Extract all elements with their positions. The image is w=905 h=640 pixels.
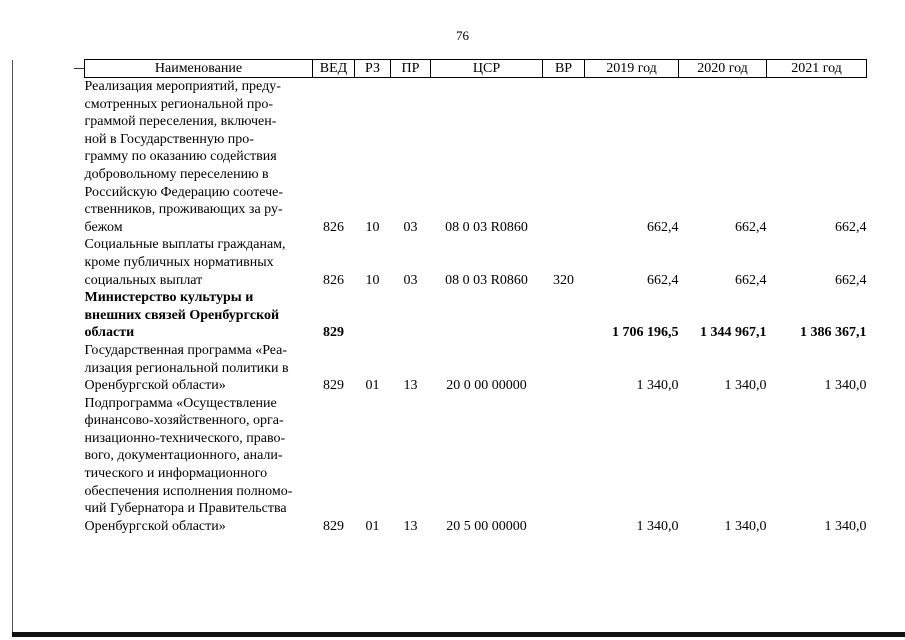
header-rz: РЗ (355, 60, 391, 78)
cell-pr (391, 289, 431, 342)
name-line: вого, документационного, анали- (84, 448, 283, 464)
cell-rz: 10 (365, 272, 380, 288)
name-line: добровольному переселению в (84, 166, 269, 182)
cell-name (85, 289, 313, 342)
cell-rz: 10 (365, 219, 380, 235)
table-row (85, 395, 867, 536)
cell-pr: 13 (403, 378, 418, 394)
cell-name (85, 395, 313, 536)
cell-2019: 1 706 196,5 (612, 325, 679, 341)
cell-name (85, 78, 313, 237)
table-row (85, 236, 867, 289)
name-line: социальных выплат (84, 272, 203, 288)
cell-name (85, 236, 313, 289)
cell-2021: 662,4 (835, 272, 867, 288)
cell-ved: 829 (323, 518, 344, 534)
name-line: граммой переселения, включен- (84, 114, 277, 130)
name-line: Оренбургской области» (84, 378, 226, 394)
cell-rz: 01 (365, 518, 380, 534)
cell-vr (543, 289, 585, 342)
header-pr: ПР (391, 60, 431, 78)
cell-pr: 03 (403, 219, 418, 235)
cell-csr: 08 0 03 R0860 (445, 272, 528, 288)
cell-csr: 20 5 00 00000 (446, 518, 527, 534)
cell-name (85, 342, 313, 395)
name-line: Российскую Федерацию соотече- (84, 184, 283, 200)
cell-2020: 662,4 (735, 272, 767, 288)
cell-2020: 1 340,0 (724, 378, 767, 394)
cell-csr: 20 0 00 00000 (446, 378, 527, 394)
cell-2021: 1 386 367,1 (800, 325, 867, 341)
cell-rz (355, 289, 391, 342)
name-line: чий Губернатора и Правительства (84, 501, 287, 517)
cell-pr: 03 (403, 272, 418, 288)
name-line: обеспечения исполнения полномо- (84, 483, 293, 499)
cell-pr: 13 (403, 518, 418, 534)
cell-csr: 08 0 03 R0860 (445, 219, 528, 235)
table-row (85, 342, 867, 395)
name-line: лизация региональной политики в (84, 360, 289, 376)
cell-vr (543, 342, 585, 395)
cell-2020: 1 344 967,1 (700, 325, 767, 341)
cell-rz: 01 (365, 378, 380, 394)
scan-edge-bottom (12, 632, 905, 637)
cell-ved: 826 (323, 219, 344, 235)
cell-vr: 320 (553, 272, 574, 288)
scan-mark (74, 68, 84, 69)
page-number: 76 (456, 28, 469, 43)
cell-2020: 662,4 (735, 219, 767, 235)
cell-2019: 662,4 (647, 219, 679, 235)
cell-2019: 1 340,0 (636, 518, 679, 534)
table-row (85, 78, 867, 237)
cell-2021: 662,4 (835, 219, 867, 235)
scan-edge-left (12, 60, 13, 633)
budget-table (84, 59, 867, 535)
name-line: низационно-технического, право- (84, 430, 286, 446)
cell-csr (431, 289, 543, 342)
name-line: ной в Государственную про- (84, 131, 254, 147)
name-line: Оренбургской области» (84, 518, 226, 534)
name-line: Государственная программа «Реа- (84, 342, 288, 358)
header-name: Наименование (85, 60, 313, 78)
name-line: финансово-хозяйственного, орга- (84, 413, 284, 429)
header-2021: 2021 год (767, 60, 867, 78)
name-line: Социальные выплаты гражданам, (84, 237, 286, 253)
name-line: смотренных региональной про- (84, 96, 274, 112)
header-ved: ВЕД (313, 60, 355, 78)
header-csr: ЦСР (431, 60, 543, 78)
header-2020: 2020 год (679, 60, 767, 78)
cell-2019: 1 340,0 (636, 378, 679, 394)
name-line: грамму по оказанию содействия (84, 149, 277, 165)
cell-2019: 662,4 (647, 272, 679, 288)
cell-ved: 829 (323, 325, 344, 341)
name-line: ственников, проживающих за ру- (84, 202, 283, 218)
name-line: Подпрограмма «Осуществление (84, 395, 277, 411)
header-vr: ВР (543, 60, 585, 78)
name-line: области (84, 325, 135, 341)
header-2019: 2019 год (585, 60, 679, 78)
name-line: бежом (84, 219, 123, 235)
name-line: внешних связей Оренбургской (84, 307, 280, 323)
table-header-row (85, 60, 867, 78)
name-line: тического и информационного (84, 466, 268, 482)
cell-vr (543, 395, 585, 536)
name-line: Министерство культуры и (84, 290, 254, 306)
name-line: кроме публичных нормативных (84, 254, 274, 270)
cell-2021: 1 340,0 (824, 518, 867, 534)
cell-vr (543, 78, 585, 237)
cell-ved: 826 (323, 272, 344, 288)
cell-2020: 1 340,0 (724, 518, 767, 534)
name-line: Реализация мероприятий, преду- (84, 79, 281, 94)
table-row (85, 289, 867, 342)
cell-ved: 829 (323, 378, 344, 394)
cell-2021: 1 340,0 (824, 378, 867, 394)
